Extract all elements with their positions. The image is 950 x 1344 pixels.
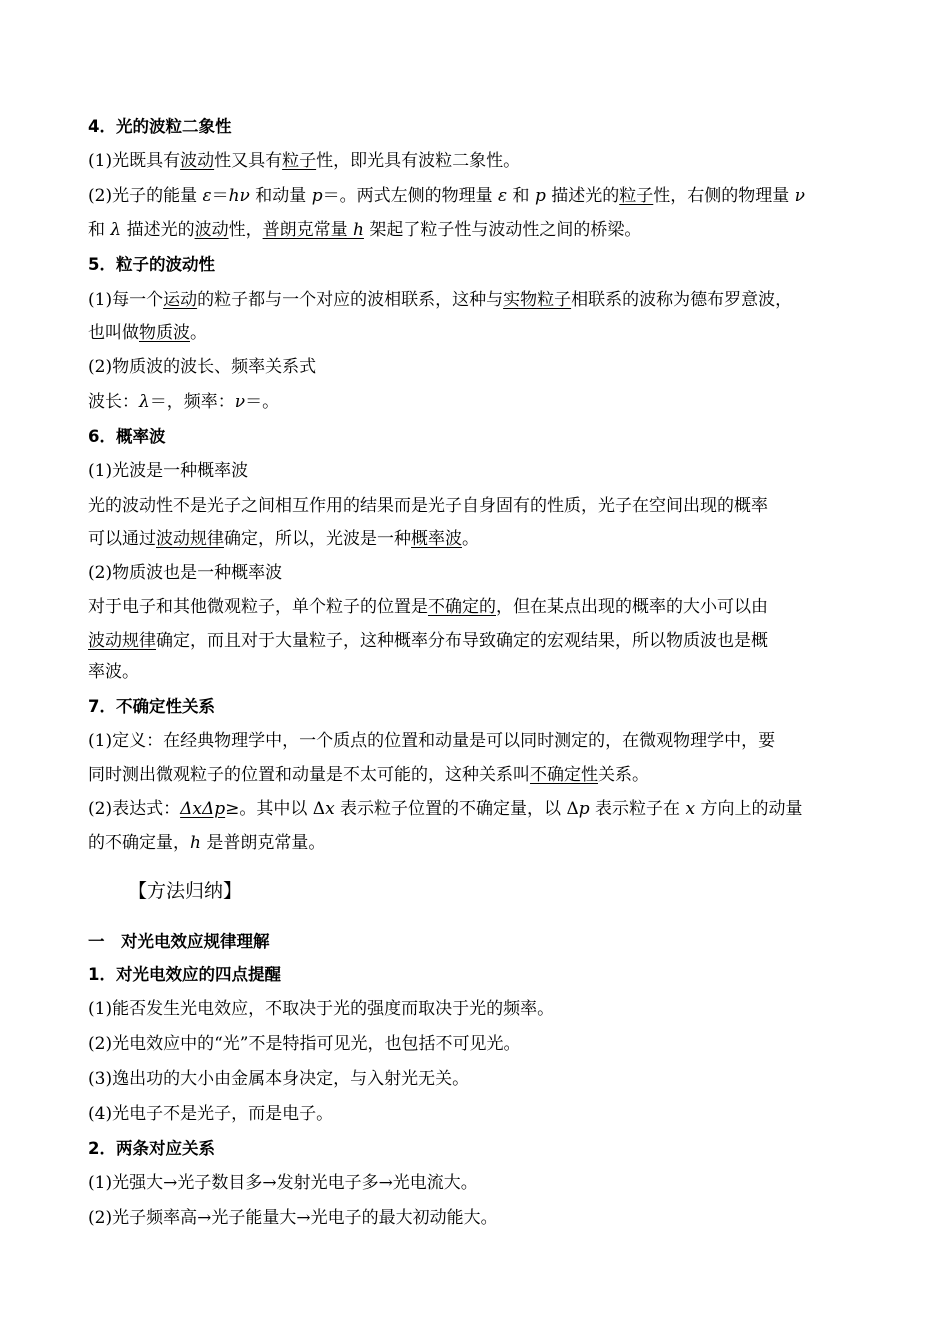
section-6-para-4-line-3: 率波。 [88,662,139,682]
section-4-heading: 4．光的波粒二象性 [88,117,232,136]
section-4-para-1: (1)光既具有波动性又具有粒子性，即光具有波粒二象性。 [88,151,521,171]
method-list-item: (1)光强大→光子数目多→发射光电子多→光电流大。 [88,1173,478,1193]
section-4-para-2-line-2: 和 λ 描述光的波动性，普朗克常量 h 架起了粒子性与波动性之间的桥梁。 [88,220,642,240]
section-7-para-2-line-1: (2)表达式：ΔxΔp≥。其中以 Δx 表示粒子位置的不确定量，以 Δp 表示粒子在 x 方向上的动量 [88,799,803,819]
section-6-para-4-line-2: 波动规律确定，而且对于大量粒子，这种概率分布导致确定的宏观结果，所以物质波也是概 [88,631,768,651]
method-list-item: (3)逸出功的大小由金属本身决定，与入射光无关。 [88,1069,470,1089]
method-list-item: (2)光子频率高→光子能量大→光电子的最大初动能大。 [88,1208,498,1228]
section-5-heading: 5．粒子的波动性 [88,255,215,274]
section-6-para-2-line-1: 光的波动性不是光子之间相互作用的结果而是光子自身固有的性质，光子在空间出现的概率 [88,496,768,516]
method-sub-heading-2: 2．两条对应关系 [88,1139,215,1158]
section-6-para-1: (1)光波是一种概率波 [88,461,249,481]
section-6-para-2-line-2: 可以通过波动规律确定，所以，光波是一种概率波。 [88,529,479,549]
section-7-para-2-line-2: 的不确定量，h 是普朗克常量。 [88,833,326,853]
section-4-para-2-line-1: (2)光子的能量 ε＝hν 和动量 p＝。两式左侧的物理量 ε 和 p 描述光的粒子性，右侧的物理量 ν [88,186,805,206]
section-7-para-1-line-1: (1)定义：在经典物理学中，一个质点的位置和动量是可以同时测定的，在微观物理学中，要 [88,731,776,751]
section-5-para-1-line-1: (1)每一个运动的粒子都与一个对应的波相联系，这种与实物粒子相联系的波称为德布罗意波， [88,290,793,310]
section-5-para-1-line-2: 也叫做物质波。 [88,323,207,343]
section-7-heading: 7．不确定性关系 [88,697,215,716]
section-6-para-4-line-1: 对于电子和其他微观粒子，单个粒子的位置是不确定的，但在某点出现的概率的大小可以由 [88,597,768,617]
method-summary-title: 【方法归纳】 [128,880,243,902]
method-list-item: (1)能否发生光电效应，不取决于光的强度而取决于光的频率。 [88,999,555,1019]
method-sub-heading-1: 1．对光电效应的四点提醒 [88,965,281,984]
section-6-heading: 6．概率波 [88,427,166,446]
method-topic-heading: 一 对光电效应规律理解 [88,932,270,951]
method-list-item: (4)光电子不是光子，而是电子。 [88,1104,334,1124]
section-6-para-3: (2)物质波也是一种概率波 [88,563,283,583]
method-list-item: (2)光电效应中的“光”不是特指可见光，也包括不可见光。 [88,1034,521,1054]
section-5-para-3: 波长：λ＝，频率：ν＝。 [88,392,280,412]
section-7-para-1-line-2: 同时测出微观粒子的位置和动量是不太可能的，这种关系叫不确定性关系。 [88,765,649,785]
section-5-para-2: (2)物质波的波长、频率关系式 [88,357,317,377]
